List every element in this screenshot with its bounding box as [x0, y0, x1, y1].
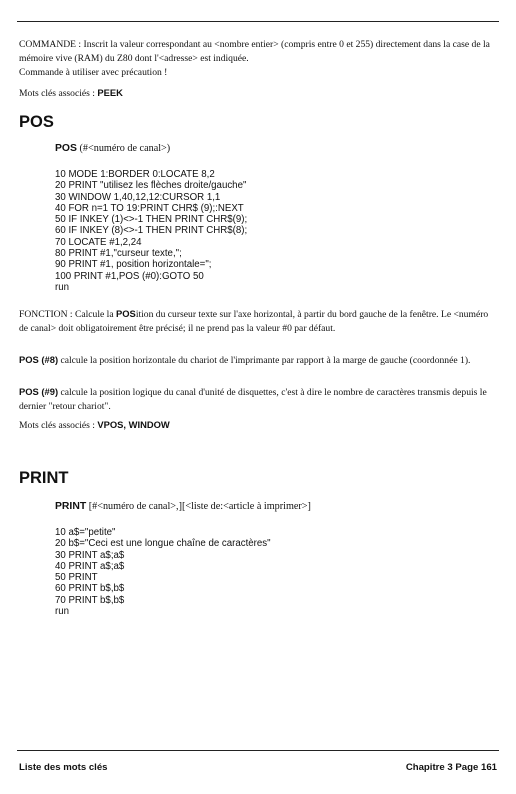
footer-page-number: Chapitre 3 Page 161: [405, 762, 497, 773]
top-rule: [17, 21, 499, 22]
poke-related-keywords: [19, 86, 499, 101]
pos9-keyword: POS (#9): [19, 386, 59, 397]
footer-section-name: Liste des mots clés: [19, 762, 108, 773]
print-syntax: [55, 500, 311, 514]
code-line: 50 IF INKEY (1)<>-1 THEN PRINT CHR$(9);: [55, 214, 248, 226]
pos-printer-note: [19, 353, 499, 368]
pos-code-listing: [55, 169, 247, 293]
code-line: 70 LOCATE #1,2,24: [55, 236, 142, 248]
pos8-text: calcule la position horizontale du chariot de l'imprimante par rapport à la marge de gauche (coordonnée 1).: [60, 355, 471, 366]
pos8-keyword: POS (#8): [19, 354, 59, 365]
code-line: 100 PRINT #1,POS (#0):GOTO 50: [55, 270, 204, 282]
code-line: 20 PRINT "utilisez les flèches droite/gauche": [55, 180, 247, 192]
code-line: 60 IF INKEY (8)<>-1 THEN PRINT CHR$(8);: [55, 225, 248, 237]
code-line: 40 PRINT a$;a$: [55, 560, 125, 572]
function-text: FONCTION : Calcule la: [19, 309, 116, 320]
bottom-rule: [17, 750, 499, 751]
code-line: 60 PRINT b$,b$: [55, 583, 125, 595]
poke-description: COMMANDE : Inscrit la valeur correspondant au <nombre entier> (compris entre 0 et 255) directement dans la case de la mémoire vive (RAM) du Z80 dont l'<adresse> est indiquée.: [19, 39, 490, 64]
code-line: 40 FOR n=1 TO 19:PRINT CHR$ (9);:NEXT: [55, 202, 244, 214]
pos-function-description: [19, 307, 499, 335]
code-line: run: [55, 606, 70, 618]
code-line: 30 WINDOW 1,40,12,12:CURSOR 1,1: [55, 191, 221, 203]
pos-disk-note: [19, 385, 499, 413]
code-line: 30 PRINT a$;a$: [55, 549, 125, 561]
code-line: 10 a$="petite": [55, 527, 116, 538]
section-title-print: PRINT: [19, 469, 69, 487]
pos9-text: calcule la position logique du canal d'unité de disquettes, c'est à dire le nombre de caractères transmis depuis le dernier "retour chariot".: [19, 387, 487, 412]
syntax-arguments: (#<numéro de canal>): [79, 143, 171, 154]
pos-syntax: [55, 142, 170, 156]
function-keyword: POS: [116, 308, 136, 319]
syntax-keyword: PRINT: [55, 501, 87, 512]
code-line: 80 PRINT #1,"curseur texte,";: [55, 248, 182, 260]
code-line: 10 MODE 1:BORDER 0:LOCATE 8,2: [55, 169, 215, 180]
related-keywords-label: Mots clés associés :: [19, 420, 95, 431]
syntax-arguments: [#<numéro de canal>,][<liste de:<article à imprimer>]: [88, 501, 311, 512]
code-line: 20 b$="Ceci est une longue chaîne de caractères": [55, 538, 271, 550]
poke-warning: Commande à utiliser avec précaution !: [19, 67, 168, 78]
pos-related-keywords: [19, 418, 499, 433]
code-line: 50 PRINT: [55, 572, 98, 584]
related-keywords-list: VPOS, WINDOW: [97, 419, 170, 430]
syntax-keyword: POS: [55, 143, 77, 154]
related-keywords-label: Mots clés associés :: [19, 88, 95, 99]
code-line: run: [55, 281, 70, 293]
section-title-pos: POS: [19, 113, 54, 131]
code-line: 90 PRINT #1, position horizontale=";: [55, 259, 212, 271]
code-line: 70 PRINT b$,b$: [55, 594, 125, 606]
function-text-rest: ition du curseur texte sur l'axe horizontal, à partir du bord gauche de la fenêtre. Le <numéro de canal> doit obligatoirement être précisé; il ne prend pas la valeur #0 par défaut.: [19, 309, 489, 334]
print-code-listing: [55, 527, 271, 617]
related-keywords-list: PEEK: [97, 87, 123, 98]
